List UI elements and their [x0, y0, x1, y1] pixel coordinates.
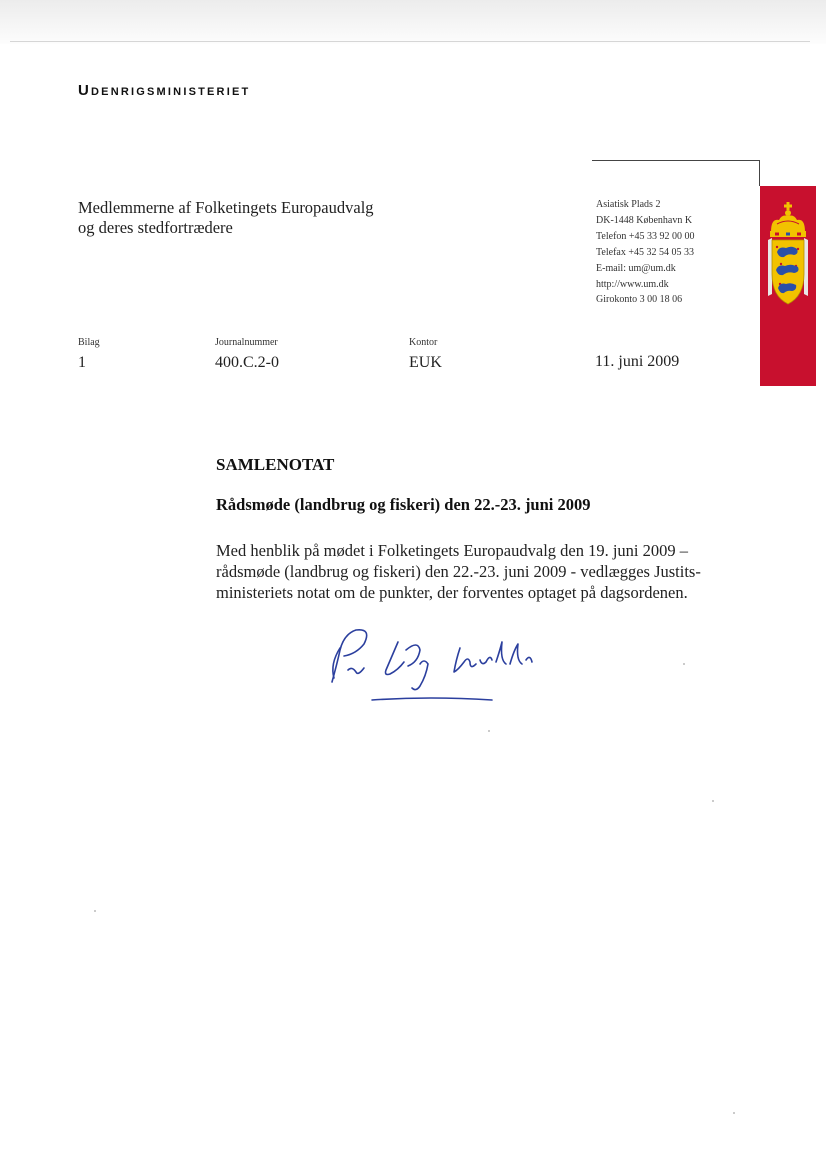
journal-label: Journalnummer: [215, 337, 278, 348]
scan-speck: [683, 663, 685, 665]
address-rule: [592, 160, 760, 161]
address-email: E-mail: um@um.dk: [596, 262, 676, 274]
scan-speck: [488, 730, 490, 732]
address-phone: Telefon +45 33 92 00 00: [596, 230, 695, 242]
address-web: http://www.um.dk: [596, 278, 669, 290]
notat-title: SAMLENOTAT: [216, 455, 335, 474]
recipient-block: [78, 198, 374, 238]
scan-speck: [94, 910, 96, 912]
bilag-value: 1: [78, 354, 86, 371]
body-line: ministeriets notat om de punkter, der forventes optaget på dagsordenen.: [216, 583, 688, 602]
address-rule-vertical: [759, 160, 760, 186]
brand-red-bar: [760, 186, 816, 386]
recipient-line: og deres stedfortrædere: [78, 218, 233, 237]
address-block: [596, 197, 695, 308]
scan-speck: [712, 800, 714, 802]
body-line: Med henblik på mødet i Folketingets Europaudvalg den 19. juni 2009 –: [216, 541, 689, 560]
scan-speck: [733, 1112, 735, 1114]
address-city: DK-1448 København K: [596, 214, 693, 226]
bilag-label: Bilag: [78, 337, 100, 348]
meta-journal: [215, 337, 279, 372]
letter-date: 11. juni 2009: [595, 353, 680, 370]
address-street: Asiatisk Plads 2: [596, 199, 661, 210]
ministry-name: Udenrigsministeriet: [78, 82, 251, 99]
handwritten-signature: [320, 620, 540, 715]
address-giro: Girokonto 3 00 18 06: [596, 294, 683, 306]
body-line: rådsmøde (landbrug og fiskeri) den 22.-23. juni 2009 - vedlægges Justits-: [216, 562, 701, 581]
scan-edge: [0, 0, 826, 44]
address-fax: Telefax +45 32 54 05 33: [596, 246, 694, 258]
meta-kontor: [409, 337, 442, 372]
journal-value: 400.C.2-0: [215, 354, 279, 371]
notat-subtitle: Rådsmøde (landbrug og fiskeri) den 22.-23. juni 2009: [216, 495, 591, 514]
recipient-line: Medlemmerne af Folketingets Europaudvalg: [78, 198, 374, 217]
kontor-label: Kontor: [409, 337, 438, 348]
royal-coat-of-arms-icon: [767, 202, 809, 306]
kontor-value: EUK: [409, 354, 442, 371]
scan-divider: [10, 41, 810, 42]
notat-body: [216, 540, 756, 603]
meta-bilag: [78, 337, 100, 372]
